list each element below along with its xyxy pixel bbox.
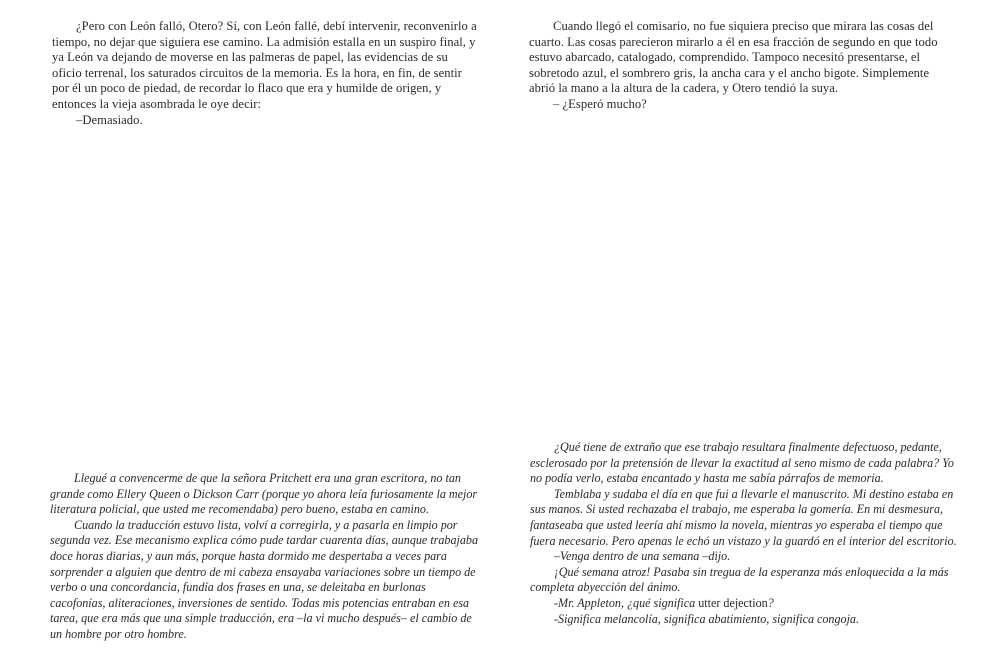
dialogue-line: –Demasiado. — [76, 112, 143, 127]
page-bottom-right — [530, 440, 962, 627]
paragraph: ¿Qué tiene de extraño que ese trabajo resultara finalmente defectuoso, pedante, esclerosado por la pretensión de llevar la exactitud al seno mismo de cada palabra? Yo no podía verlo, estaba encantado y hasta me sabía párrafos de memoria. — [530, 440, 954, 486]
page-top-left — [52, 19, 478, 128]
dialogue-line: – ¿Esperó mucho? — [553, 96, 647, 111]
paragraph: ¡Qué semana atroz! Pasaba sin tregua de la esperanza más enloquecida a la más completa abyección del ánimo. — [530, 564, 949, 595]
dialogue-line: –Venga dentro de una semana –dijo. — [554, 549, 731, 564]
paragraph: Cuando llegó el comisario, no fue siquiera preciso que mirara las cosas del cuarto. Las cosas parecieron mirarlo a él en esa fracción de segundo en que todo estuvo abarcado, catalogado, comprendido. Tampoco necesitó presentarse, el sobretodo azul, el sombrero gris, la ancha cara y el ancho bigote. Simplemente abrió la mano a la altura de la cadera, y Otero tendió la suya. — [529, 19, 938, 96]
paragraph: Temblaba y sudaba el día en que fui a llevarle el manuscrito. Mi destino estaba en sus manos. Si usted rechazaba el trabajo, me esperaba la gomería. En mi desmesura, fantaseaba que usted leería ahí mismo la novela, mientras yo esperaba el tiempo que fuera necesario. Pero apenas le echó un vistazo y la guardó en el interior del escritorio. — [530, 486, 957, 548]
paragraph: Cuando la traducción estuvo lista, volví a corregirla, y a pasarla en limpio por segunda vez. Ese mecanismo explica cómo pude tardar cuarenta días, aunque trabajaba doce horas diarias, y aun más, porque hasta dormido me despertaba a veces para sorprender a alguien que dentro de mi cabeza ensayaba variaciones sobre un tiempo de verbo o una concordancia, fundía dos frases en una, se deleitaba en burlonas cacofonías, aliteraciones, inversiones de sentido. Todas mis potencias entraban en esa tarea, que era más que una simple traducción, era –la vi mucho después– el cambio de un hombre por otro hombre. — [50, 517, 479, 641]
page-bottom-left — [50, 471, 482, 643]
paragraph: Llegué a convencerme de que la señora Pritchett era una gran escritora, no tan grande como Ellery Queen o Dickson Carr (porque yo ahora leía furiosamente la mejor literatura policial, que usted me recomendaba) pero bueno, estaba en camino. — [50, 471, 478, 517]
paragraph: ¿Pero con León falló, Otero? Sí, con León fallé, debí intervenir, reconvenirlo a tiempo, no dejar que siguiera ese camino. La admisión estalla en un suspiro final, y ya León va dejando de moverse en las palmeras de papel, las evidencias de su oficio terrenal, los saturados circuitos de la memoria. Es la hora, en fin, de sentir por él un poco de piedad, de recordar lo flaco que era y humilde de origen, y entonces la vieja asombrada le oye decir: — [52, 19, 477, 111]
dialogue-line-question — [530, 596, 962, 612]
dialogue-line-answer: -Significa melancolía, significa abatimiento, significa congoja. — [554, 611, 859, 626]
question-prefix: -Mr. Appleton, ¿qué significa — [554, 595, 699, 610]
page-top-right — [529, 19, 955, 113]
english-phrase: utter dejection — [698, 595, 768, 610]
question-suffix: ? — [767, 595, 774, 610]
